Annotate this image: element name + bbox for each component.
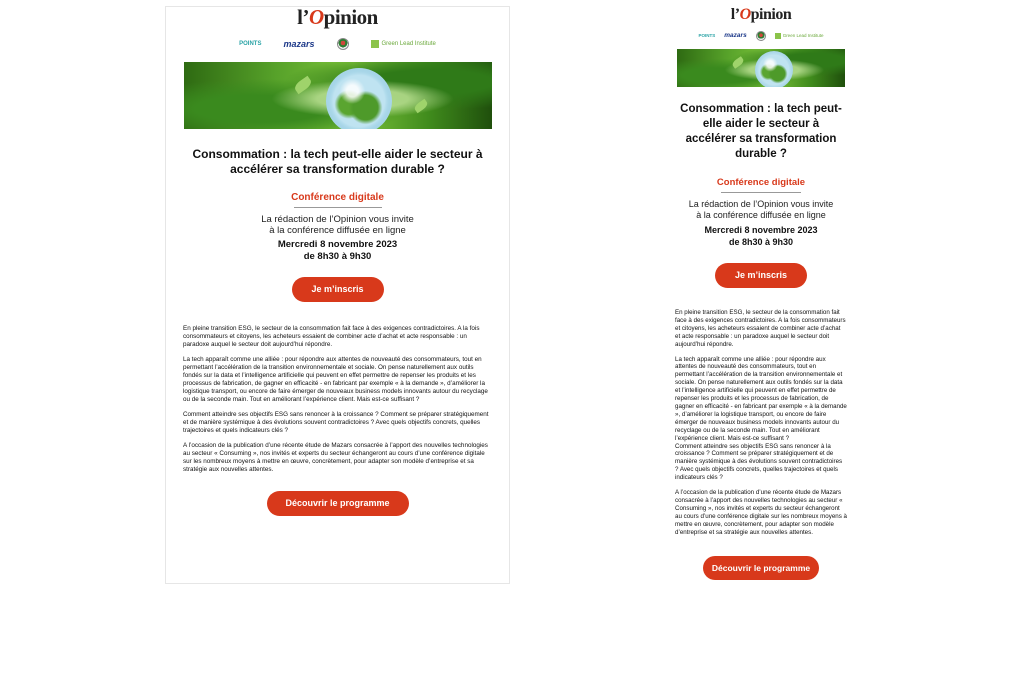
logo-container xyxy=(166,7,509,29)
hero-banner xyxy=(184,62,492,129)
mazars-logo: mazars xyxy=(283,39,315,49)
lopinion-logo: l’Opinion xyxy=(730,6,792,23)
invite-text: La rédaction de l’Opinion vous invite à la conférence diffusée en ligne xyxy=(261,214,414,236)
sprout-icon xyxy=(731,56,745,69)
globe-icon xyxy=(326,68,392,129)
points-logo: POINTS xyxy=(239,41,262,47)
email-desktop-preview xyxy=(165,6,510,584)
seal-icon xyxy=(337,38,349,50)
conference-label: Conférence digitale xyxy=(716,177,806,188)
program-button[interactable]: Découvrir le programme xyxy=(703,556,819,580)
event-title: Consommation : la tech peut-elle aider le secteur à accélérer sa transformation durable ? xyxy=(680,103,842,160)
lopinion-logo: l’Opinion xyxy=(297,5,378,29)
hero-banner xyxy=(677,49,845,87)
sponsor-logos xyxy=(166,35,509,53)
register-button[interactable]: Je m’inscris xyxy=(292,277,384,302)
leaf-icon xyxy=(371,40,379,48)
register-button[interactable]: Je m’inscris xyxy=(715,263,807,288)
leaf-icon xyxy=(775,33,781,39)
sprout-icon xyxy=(412,99,428,114)
logo-container xyxy=(668,6,854,24)
mazars-logo: mazars xyxy=(724,32,747,39)
event-title: Consommation : la tech peut-elle aider le secteur à accélérer sa transformation durable ? xyxy=(192,147,483,176)
points-logo: POINTS xyxy=(698,33,716,38)
seal-icon xyxy=(756,31,766,41)
email-mobile-preview xyxy=(668,6,854,676)
sponsor-logos xyxy=(668,29,854,42)
program-button[interactable]: Découvrir le programme xyxy=(267,491,409,516)
event-date: Mercredi 8 novembre 2023 de 8h30 à 9h30 xyxy=(277,239,398,262)
green-lead-logo: Green Lead Institute xyxy=(775,33,824,39)
event-description: En pleine transition ESG, le secteur de la consommation fait face à des exigences contradictoires. A la fois consommateurs et citoyens, les acheteurs essaient de combiner acte d’achat et acte responsable : un paradoxe auquel le secteur doit aujourd’hui répondre. La tech apparaît comme une alliée : pour répondre aux attentes de nouveauté des consommateurs, tout en permettant l’accélération de la transition environnementale et sociale. On pense naturellement aux outils fondés sur la data et l’intelligence artificielle qui peuvent en effet permettre de repenser les produits et les processus de fabrication, de gagner en efficacité - en fabricant par exemple « à la demande », d’améliorer la logistique transport, ou encore de faire émerger de nouveaux business models innovants autour du recyclage ou de la seconde main. Tout en améliorant l’expérience client. Mais est-ce suffisant ? Comment atteindre ses objectifs ESG sans renoncer à la croissance ? Comment se préparer stratégiquement et de manière systémique à des évolutions souvent contradictoires ? Avec quels objectifs concrets, quelles trajectoires et quels indicateurs clés ? A l’occasion de la publication d’une récente étude de Mazars consacrée à l’apport des nouvelles technologies au secteur « Consuming », nos invités et experts du secteur échangeront au cours d’une conférence digitale sur les nombreux moyens à mettre en œuvre, concrètement, pour adapter son modèle d’entreprise et sa stratégie aux nouvelles attentes. xyxy=(183,325,489,473)
green-lead-logo: Green Lead Institute xyxy=(371,40,436,48)
divider xyxy=(721,192,801,193)
event-description: En pleine transition ESG, le secteur de la consommation fait face à des exigences contradictoires. A la fois consommateurs et citoyens, les acheteurs essaient de combiner acte d’achat et acte responsable : un paradoxe auquel le secteur doit aujourd’hui répondre. La tech apparaît comme une alliée : pour répondre aux attentes de nouveauté des consommateurs, tout en permettant l’accélération de la transition environnementale et sociale. On pense naturellement aux outils fondés sur la data et l’intelligence artificielle qui peuvent en effet permettre de repenser les produits et les processus de fabrication, de gagner en efficacité - en fabricant par exemple « à la demande », d’améliorer la logistique transport, ou encore de faire émerger de nouveaux business models innovants autour du recyclage ou de la seconde main. Tout en améliorant l’expérience client. Mais est-ce suffisant ? Comment atteindre ses objectifs ESG sans renoncer à la croissance ? Comment se préparer stratégiquement et de manière systémique à des évolutions souvent contradictoires ? Avec quels objectifs concrets, quelles trajectoires et quels indicateurs clés ? A l’occasion de la publication d’une récente étude de Mazars consacrée à l’apport des nouvelles technologies au secteur « Consuming », nos invités et experts du secteur échangeront au cours d’une conférence digitale sur les nombreux moyens à mettre en œuvre, concrètement, pour adapter son modèle d’entreprise et sa stratégie aux nouvelles attentes. xyxy=(675,309,847,536)
divider xyxy=(294,207,382,208)
conference-label: Conférence digitale xyxy=(291,192,384,203)
seal-logo xyxy=(337,38,349,50)
sprout-icon xyxy=(292,76,312,95)
event-date: Mercredi 8 novembre 2023 de 8h30 à 9h30 xyxy=(704,225,818,247)
invite-text: La rédaction de l’Opinion vous invite à la conférence diffusée en ligne xyxy=(688,199,834,220)
globe-icon xyxy=(755,51,793,87)
seal-logo xyxy=(756,31,766,41)
